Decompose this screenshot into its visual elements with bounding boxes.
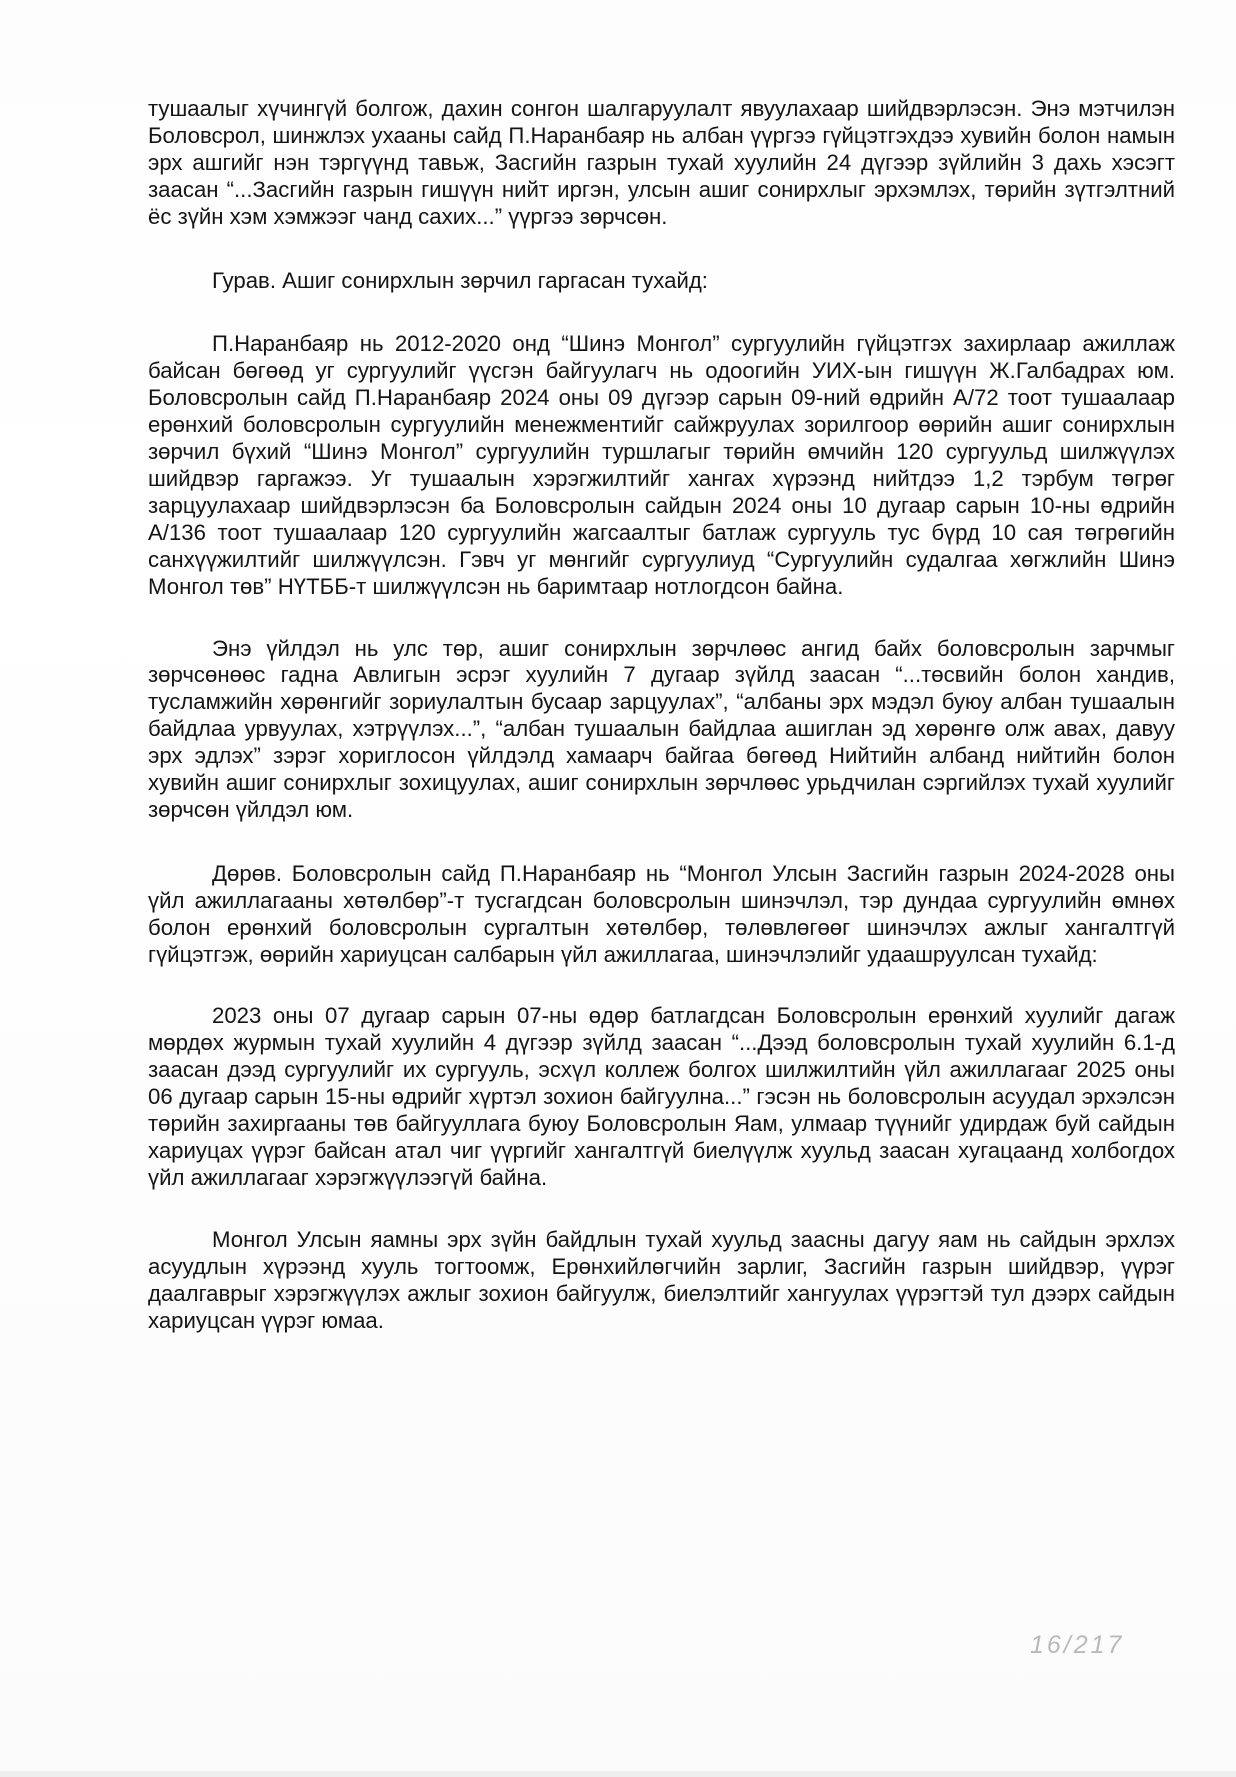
scan-edge [0,1771,1236,1777]
paragraph-conflict-of-interest: П.Наранбаяр нь 2012-2020 онд “Шинэ Монгол” сургуулийн гүйцэтгэх захирлаар ажиллаж байсан бөгөөд уг сургуулийг үүсгэн байгуулагч нь одоогийн УИХ-ын гишүүн Ж.Галбадрах юм. Боловсролын сайд П.Наранбаяр 2024 оны 09 дүгээр сарын 09-ний өдрийн А/72 тоот тушаалаар ерөнхий боловсролын сургуулийн менежментийг сайжруулах зорилгоор өөрийн ашиг сонирхлын зөрчил бүхий “Шинэ Монгол” сургуулийн туршлагыг төрийн өмчийн 120 сургуульд шилжүүлэх шийдвэр гаргажээ. Уг тушаалын хэрэгжилтийг хангах хүрээнд нийтдээ 1,2 тэрбум төгрөг зарцуулахаар шийдвэрлэсэн ба Боловсролын сайдын 2024 оны 10 дугаар сарын 10-ны өдрийн А/136 тоот тушаалаар 120 сургуулийн жагсаалтыг батлаж сургууль тус бүрд 10 сая төгрөгийн санхүүжилтийг шилжүүлсэн. Гэвч уг мөнгийг сургуулиуд “Сургуулийн судалгаа хөгжлийн Шинэ Монгол төв” НҮТББ-т шилжүүлсэн нь баримтаар нотлогдсон байна. [148,331,1175,599]
paragraph-anticorruption-law: Энэ үйлдэл нь улс төр, ашиг сонирхлын зөрчлөөс ангид байх боловсролын зарчмыг зөрчсөнөөс гадна Авлигын эсрэг хуулийн 7 дугаар зүйлд заасан “...төсвийн болон хандив, тусламжийн хөрөнгийг зориулалтын бусаар зарцуулах”, “албаны эрх мэдэл буюу албан тушаалын байдлаа урвуулах, хэтрүүлэх...”, “албан тушаалын байдлаа ашиглан эд хөрөнгө олж авах, давуу эрх эдлэх” зэрэг хориглосон үйлдэлд хамаарч байгаа бөгөөд Нийтийн албанд нийтийн болон хувийн ашиг сонирхлыг зохицуулах, ашиг сонирхлын зөрчлөөс урьдчилан сэргийлэх тухай хуулийг зөрчсөн үйлдэл юм. [148,635,1175,822]
document-body [148,96,1175,1334]
page-number-stamp: 16/217 [1030,1631,1125,1659]
paragraph-ministry-duties: Монгол Улсын яамны эрх зүйн байдлын тухай хуульд заасны дагуу яам нь сайдын эрхлэх асуудлын хүрээнд хууль тогтоомж, Ерөнхийлөгчийн зарлиг, Засгийн газрын шийдвэр, үүрэг даалгаврыг хэрэгжүүлэх ажлыг зохион байгуулж, биелэлтийг хангуулах үүрэгтэй тул дээрх сайдын хариуцсан үүрэг юмаа. [148,1226,1175,1333]
paragraph-continuation: тушаалыг хүчингүй болгож, дахин сонгон шалгаруулалт явуулахаар шийдвэрлэсэн. Энэ мэтчилэн Боловсрол, шинжлэх ухааны сайд П.Наранбаяр нь албан үүргээ гүйцэтгэхдээ хувийн болон намын эрх ашгийг нэн тэргүүнд тавьж, Засгийн газрын тухай хуулийн 24 дүгээр зүйлийн 3 дахь хэсэгт заасан “...Засгийн газрын гишүүн нийт иргэн, улсын ашиг сонирхлыг эрхэмлэх, төрийн зүтгэлтний ёс зүйн хэм хэмжээг чанд сахих...” үүргээ зөрчсөн. [148,96,1175,229]
paragraph-education-law: 2023 оны 07 дугаар сарын 07-ны өдөр батлагдсан Боловсролын ерөнхий хуулийг дагаж мөрдөх журмын тухай хуулийн 4 дүгээр зүйлд заасан “...Дээд боловсролын тухай хуулийн 6.1-д заасан дээд сургуулийг их сургууль, эсхүл коллеж болгох шилжилтийн үйл ажиллагааг 2025 оны 06 дугаар сарын 15-ны өдрийг хүртэл зохион байгуулна...” гэсэн нь боловсролын асуудал эрхэлсэн төрийн захиргааны төв байгууллага буюу Боловсролын Яам, улмаар түүнийг удирдаж буй сайдын хариуцах үүрэг байсан атал чиг үүргийг хангалтгүй биелүүлж хуульд заасан хугацаанд холбогдох үйл ажиллагааг хэрэгжүүлээгүй байна. [148,1003,1175,1190]
section-heading-three: Гурав. Ашиг сонирхлын зөрчил гаргасан тухайд: [212,267,708,293]
section-heading-four: Дөрөв. Боловсролын сайд П.Наранбаяр нь “Монгол Улсын Засгийн газрын 2024-2028 оны үйл ажиллагааны хөтөлбөр”-т тусгагдсан боловсролын шинэчлэл, тэр дундаа сургуулийн өмнөх болон ерөнхий боловсролын сургалтын хөтөлбөр, төлөвлөгөөг шинэчлэх ажлыг хангалтгүй гүйцэтгэж, өөрийн хариуцсан салбарын үйл ажиллагаа, шинэчлэлийг удаашруулсан тухайд: [148,860,1175,967]
